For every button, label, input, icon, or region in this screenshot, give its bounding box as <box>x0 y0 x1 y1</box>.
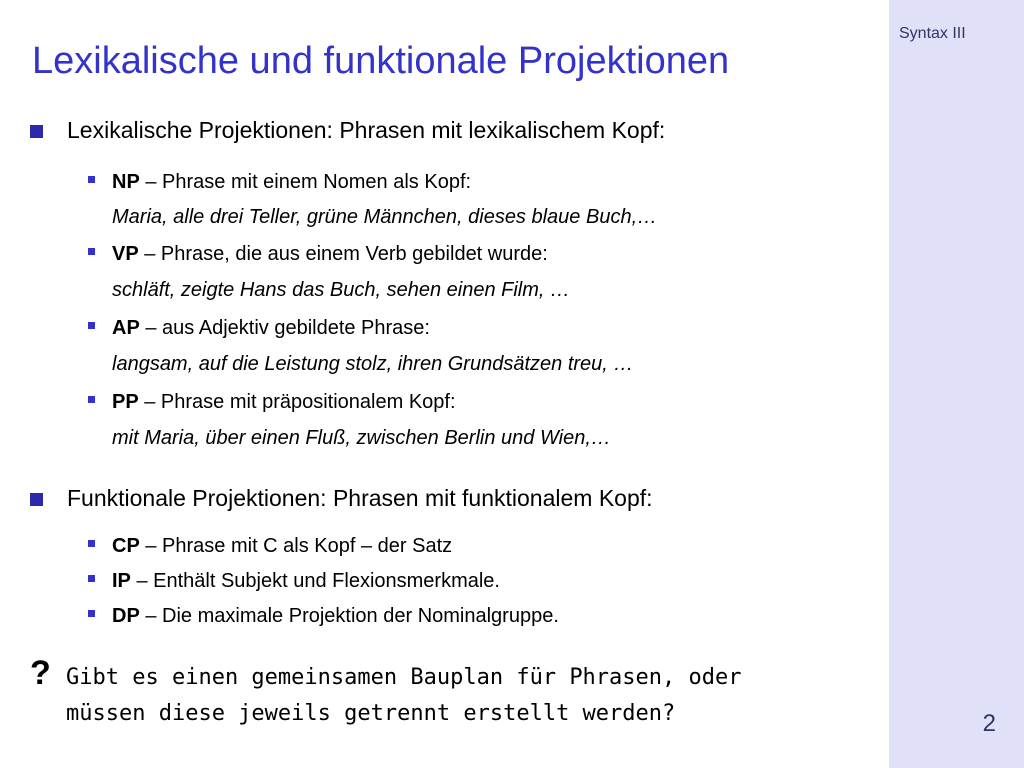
square-bullet-icon <box>88 176 95 183</box>
item-description: – Phrase mit einem Nomen als Kopf: <box>139 171 472 193</box>
item-line <box>112 171 471 194</box>
item-line <box>112 570 500 593</box>
item-line <box>112 535 452 558</box>
question-mark-icon: ? <box>30 654 51 692</box>
item-description: – Phrase mit C als Kopf – der Satz <box>139 535 453 557</box>
page-number: 2 <box>982 710 996 737</box>
square-bullet-icon <box>30 125 43 138</box>
item-line <box>112 243 548 266</box>
item-example: langsam, auf die Leistung stolz, ihren Grundsätzen treu, … <box>112 353 634 375</box>
item-description: – aus Adjektiv gebildete Phrase: <box>139 317 430 339</box>
item-description: – Phrase mit präpositionalem Kopf: <box>138 391 456 413</box>
item-example: schläft, zeigte Hans das Buch, sehen einen Film, … <box>112 279 571 301</box>
section-heading: Lexikalische Projektionen: Phrasen mit lexikalischem Kopf: <box>67 117 666 143</box>
item-abbr: VP <box>112 243 139 265</box>
square-bullet-icon <box>88 396 95 403</box>
item-description: – Phrase, die aus einem Verb gebildet wurde: <box>138 243 548 265</box>
square-bullet-icon <box>88 610 95 617</box>
item-abbr: IP <box>112 570 131 592</box>
sidebar-panel <box>889 0 1024 768</box>
item-line <box>112 317 430 340</box>
item-line <box>112 391 456 414</box>
square-bullet-icon <box>88 575 95 582</box>
item-abbr: PP <box>112 391 139 413</box>
item-description: – Enthält Subjekt und Flexionsmerkmale. <box>130 570 500 592</box>
square-bullet-icon <box>88 540 95 547</box>
question-text: Gibt es einen gemeinsamen Bauplan für Phrasen, oder müssen diese jeweils getrennt erstellt werden? <box>66 665 742 726</box>
item-example: mit Maria, über einen Fluß, zwischen Berlin und Wien,… <box>112 427 611 449</box>
item-abbr: AP <box>112 317 140 339</box>
item-example: Maria, alle drei Teller, grüne Männchen, dieses blaue Buch,… <box>112 206 658 228</box>
square-bullet-icon <box>88 248 95 255</box>
square-bullet-icon <box>30 493 43 506</box>
item-line <box>112 605 559 628</box>
item-abbr: DP <box>112 605 140 627</box>
slide-title: Lexikalische und funktionale Projektionen <box>32 40 730 82</box>
item-description: – Die maximale Projektion der Nominalgruppe. <box>139 605 559 627</box>
item-abbr: NP <box>112 171 140 193</box>
item-abbr: CP <box>112 535 140 557</box>
course-label: Syntax III <box>899 25 966 42</box>
square-bullet-icon <box>88 322 95 329</box>
section-heading: Funktionale Projektionen: Phrasen mit funktionalem Kopf: <box>67 485 653 511</box>
